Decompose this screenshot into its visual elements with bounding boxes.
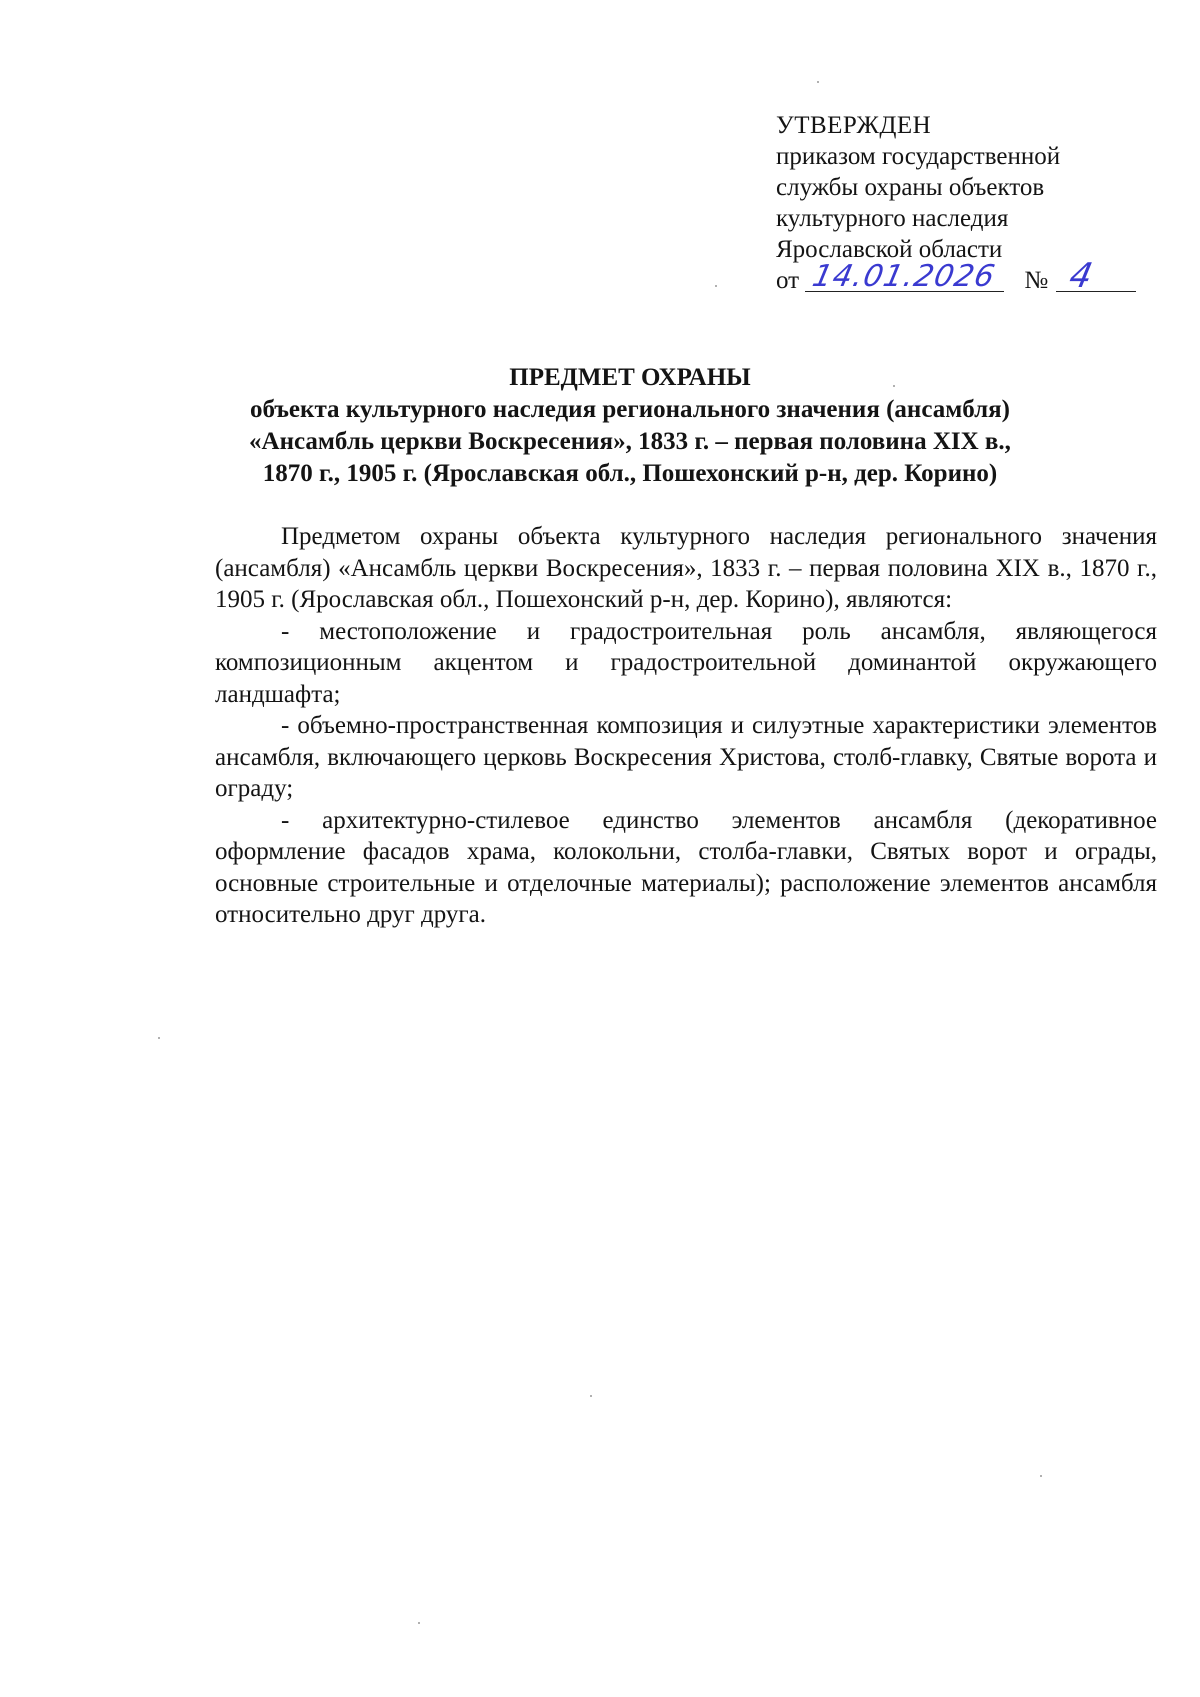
scan-speck — [158, 1037, 160, 1039]
number-sign: № — [1024, 267, 1049, 294]
approval-line: службы охраны объектов — [776, 174, 1045, 201]
scan-speck — [893, 385, 895, 387]
list-item: - местоположение и градостроительная роль ансамбля, являющегося композиционным акцентом и градостроительной доминантой окружающего ландшафта; — [215, 617, 1157, 708]
handwritten-number: 4 — [1066, 256, 1098, 296]
scan-speck — [590, 1395, 592, 1397]
approval-line: культурного наследия — [776, 205, 1009, 232]
title-line: 1870 г., 1905 г. (Ярославская обл., Пошехонский р-н, дер. Корино) — [262, 460, 998, 487]
approval-stamp — [776, 110, 1136, 296]
date-prefix: от — [776, 267, 800, 294]
title-main: ПРЕДМЕТ ОХРАНЫ — [509, 364, 751, 391]
scan-speck — [817, 81, 819, 83]
scan-speck — [715, 285, 717, 287]
handwritten-date: 14.01.2026 — [809, 259, 999, 294]
scan-speck — [418, 1622, 420, 1624]
approval-line: приказом государственной — [776, 143, 1061, 170]
title-line: объекта культурного наследия регионального значения (ансамбля) — [249, 396, 1011, 423]
approval-date-row — [776, 256, 1136, 296]
list-item: - архитектурно-стилевое единство элементов ансамбля (декоративное оформление фасадов храма, колокольни, столба-главки, Святых ворот и ограды, основные строительные и отделочные материалы); расположение элементов ансамбля относительно друг друга. — [215, 806, 1157, 928]
approval-heading: УТВЕРЖДЕН — [776, 112, 932, 139]
approval-line: Ярославской области — [776, 236, 1003, 263]
intro-paragraph: Предметом охраны объекта культурного наследия регионального значения (ансамбля) «Ансамбль церкви Воскресения», 1833 г. – первая половина XIX в., 1870 г., 1905 г. (Ярославская обл., Пошехонский р-н, дер. Корино), являются: — [215, 523, 1157, 613]
document-title — [170, 362, 1090, 490]
scan-speck — [1040, 1475, 1042, 1477]
number-blank — [1056, 256, 1136, 296]
title-line: «Ансамбль церкви Воскресения», 1833 г. – первая половина XIX в., — [249, 428, 1011, 455]
list-item: - объемно-пространственная композиция и силуэтные характеристики элементов ансамбля, включающего церковь Воскресения Христова, столб-главку, Святые ворота и ограду; — [215, 712, 1157, 802]
date-blank — [805, 259, 1004, 294]
document-body — [215, 521, 1157, 931]
